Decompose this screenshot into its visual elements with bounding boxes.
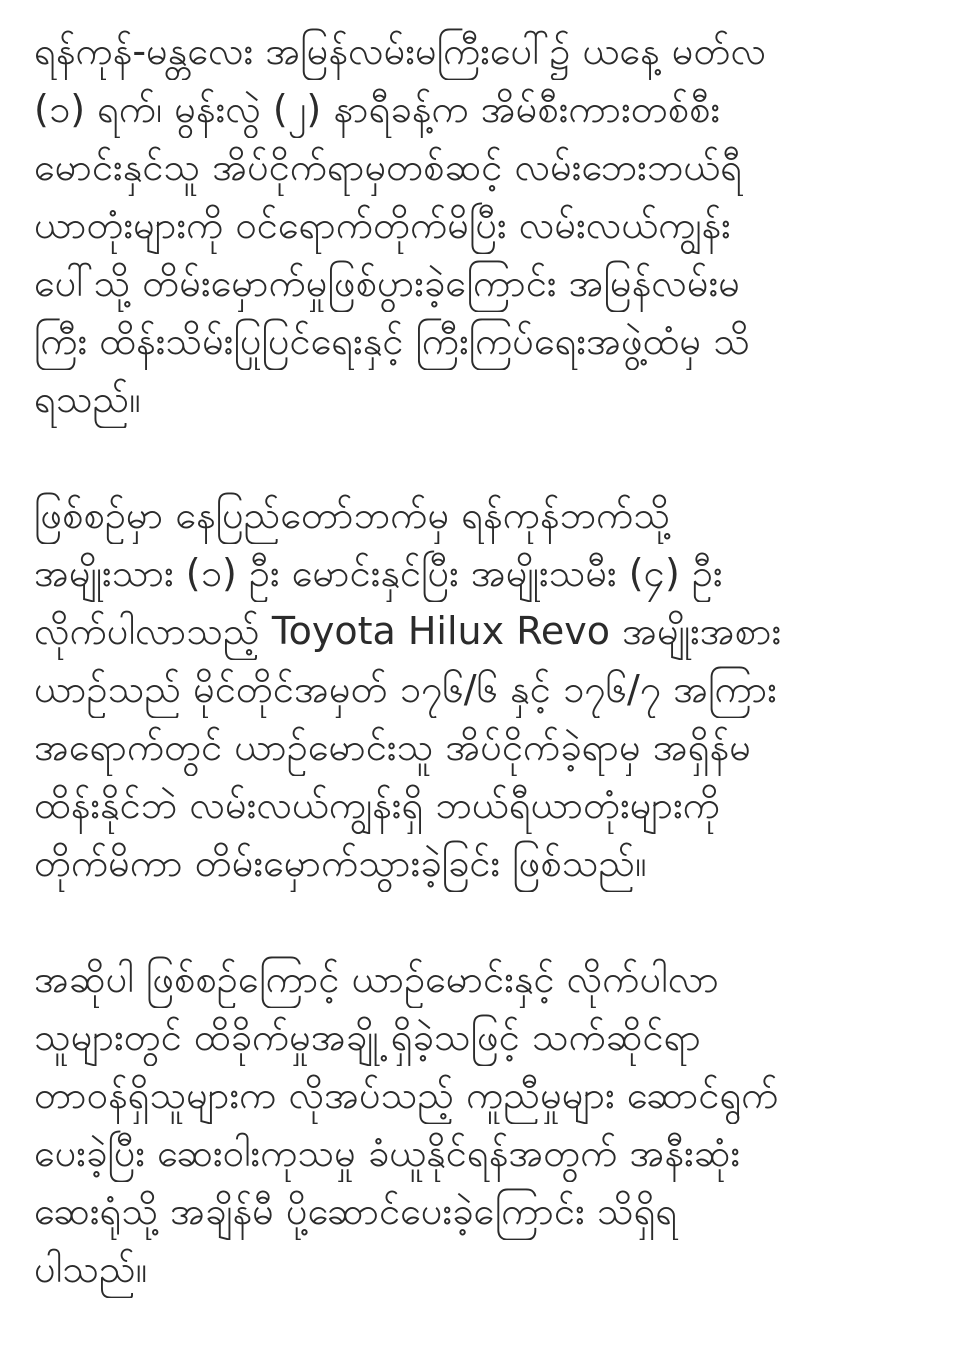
text-line: ရသည်။ xyxy=(34,377,141,421)
text-line: လိုက်ပါလာသည့် Toyota Hilux Revo အမျိုးအစား xyxy=(34,609,782,653)
text-line: အမျိုးသား (၁) ဦး မောင်းနှင်ပြီး အမျိုးသမီး (၄) ဦး xyxy=(34,551,723,595)
news-article xyxy=(34,22,949,1356)
text-line: တာဝန်ရှိသူများက လိုအပ်သည့် ကူညီမှုများ ဆောင်ရွက် xyxy=(34,1073,779,1117)
text-line: ရန်ကုန်-မန္တလေး အမြန်လမ်းမကြီးပေါ်၌ ယနေ့ မတ်လ xyxy=(34,29,767,73)
text-line: ယာဉ်သည် မိုင်တိုင်အမှတ် ၁၇၆/၆ နှင့် ၁၇၆/၇ အကြား xyxy=(34,667,777,711)
paragraph-accident-report xyxy=(34,22,949,428)
text-line: ယာတုံးများကို ဝင်ရောက်တိုက်မိပြီး လမ်းလယ်ကျွန်း xyxy=(34,203,731,247)
text-line: မောင်းနှင်သူ အိပ်ငိုက်ရာမှတစ်ဆင့် လမ်းဘေးဘယ်ရီ xyxy=(34,145,743,189)
paragraph-incident-details xyxy=(34,486,949,892)
text-line: ပေးခဲ့ပြီး ဆေးဝါးကုသမှု ခံယူနိုင်ရန်အတွက် အနီးဆုံး xyxy=(34,1131,741,1175)
text-line: အဆိုပါ ဖြစ်စဉ်ကြောင့် ယာဉ်မောင်းနှင့် လိုက်ပါလာ xyxy=(34,957,719,1001)
text-line: ဖြစ်စဉ်မှာ နေပြည်တော်ဘက်မှ ရန်ကုန်ဘက်သို့ xyxy=(34,493,671,537)
text-line: ပါသည်။ xyxy=(34,1247,148,1291)
text-line: ဆေးရုံသို့ အချိန်မီ ပို့ဆောင်ပေးခဲ့ကြောင်း သိရှိရ xyxy=(34,1189,678,1233)
text-line: (၁) ရက်၊ မွန်းလွဲ (၂) နာရီခန့်က အိမ်စီးကားတစ်စီး xyxy=(34,87,721,131)
text-line: ပေါ်သို့ တိမ်းမှောက်မှုဖြစ်ပွားခဲ့ကြောင်း အမြန်လမ်းမ xyxy=(34,261,740,305)
text-line: တိုက်မိကာ တိမ်းမှောက်သွားခဲ့ခြင်း ဖြစ်သည်။ xyxy=(34,841,647,885)
paragraph-aftermath xyxy=(34,950,949,1298)
text-line: ကြီး ထိန်းသိမ်းပြုပြင်ရေးနှင့် ကြီးကြပ်ရေးအဖွဲ့ထံမှ သိ xyxy=(34,319,750,363)
text-line: အရောက်တွင် ယာဉ်မောင်းသူ အိပ်ငိုက်ခဲ့ရာမှ အရှိန်မ xyxy=(34,725,751,769)
text-line: ထိန်းနိုင်ဘဲ လမ်းလယ်ကျွန်းရှိ ဘယ်ရီယာတုံးများကို xyxy=(34,783,720,827)
text-line: သူများတွင် ထိခိုက်မှုအချို့ ရှိခဲ့သဖြင့် သက်ဆိုင်ရာ xyxy=(34,1015,702,1059)
